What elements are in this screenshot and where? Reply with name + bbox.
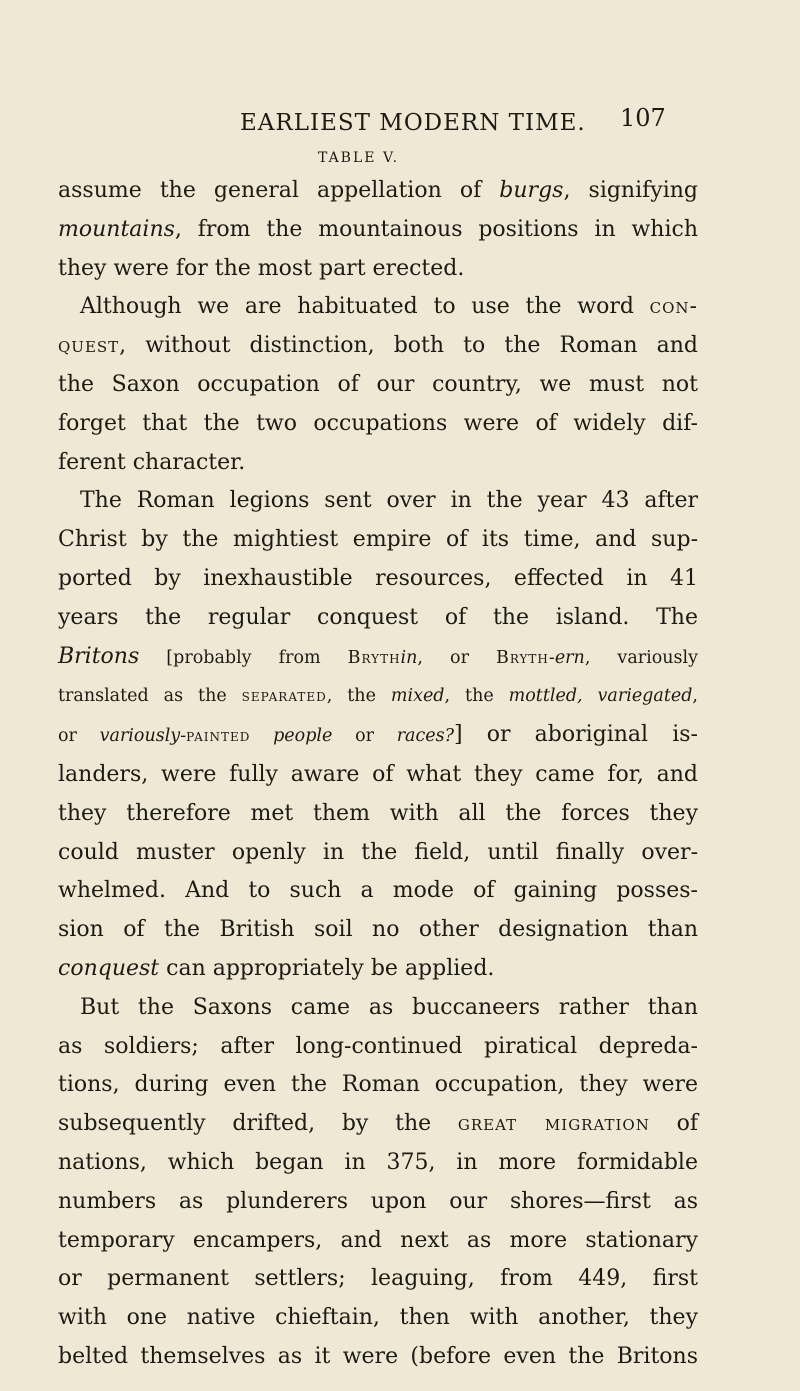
text-line: ferent character. — [58, 449, 246, 475]
text-line: temporary encampers, and next as more stationary — [58, 1227, 698, 1253]
text-line: Christ by the mightiest empire of its time, and sup- — [58, 527, 698, 553]
text-line: the Saxon occupation of our country, we must not — [58, 371, 698, 397]
text-line: years the regular conquest of the island. The — [58, 604, 698, 630]
text-line: Britons [probably from Brythin, or Bryth-ern, variously — [58, 643, 698, 669]
page-number: 107 — [620, 104, 666, 132]
text-line: landers, were fully aware of what they came for, and — [58, 761, 698, 787]
text-line: nations, which began in 375, in more formidable — [58, 1149, 698, 1175]
text-line: with one native chieftain, then with another, they — [58, 1305, 698, 1331]
text-line: or variously-painted people or races?] or aboriginal is- — [58, 722, 698, 748]
text-line: translated as the separated, the mixed, the mottled, variegated, — [58, 686, 698, 707]
text-line: quest, without distinction, both to the Roman and — [58, 333, 698, 359]
text-line: tions, during even the Roman occupation, they were — [58, 1072, 698, 1098]
text-line: sion of the British soil no other designation than — [58, 917, 698, 943]
table-label: TABLE V. — [318, 150, 400, 166]
text-line: or permanent settlers; leaguing, from 449, first — [58, 1266, 698, 1292]
text-line: The Roman legions sent over in the year 43 after — [80, 488, 698, 514]
text-line: belted themselves as it were (before even the Britons — [58, 1343, 698, 1369]
text-line: Although we are habituated to use the word con- — [80, 294, 698, 320]
text-line: forget that the two occupations were of widely dif- — [58, 410, 698, 436]
text-line: whelmed. And to such a mode of gaining posses- — [58, 878, 698, 904]
text-line: numbers as plunderers upon our shores—first as — [58, 1188, 698, 1214]
text-line: mountains, from the mountainous positions in which — [58, 216, 698, 242]
running-title: EARLIEST MODERN TIME. — [240, 110, 586, 136]
body-text — [58, 172, 698, 1377]
text-line: could muster openly in the field, until finally over- — [58, 839, 698, 865]
text-line: as soldiers; after long-continued piratical depreda- — [58, 1033, 698, 1059]
text-line: assume the general appellation of burgs, signifying — [58, 178, 698, 203]
text-line: ported by inexhaustible resources, effected in 41 — [58, 565, 698, 591]
text-line: conquest can appropriately be applied. — [58, 955, 495, 981]
text-line: subsequently drifted, by the great migration of — [58, 1111, 698, 1137]
text-line: they therefore met them with all the forces they — [58, 800, 698, 826]
text-line: But the Saxons came as buccaneers rather than — [80, 994, 698, 1020]
text-line: they were for the most part erected. — [58, 255, 465, 281]
